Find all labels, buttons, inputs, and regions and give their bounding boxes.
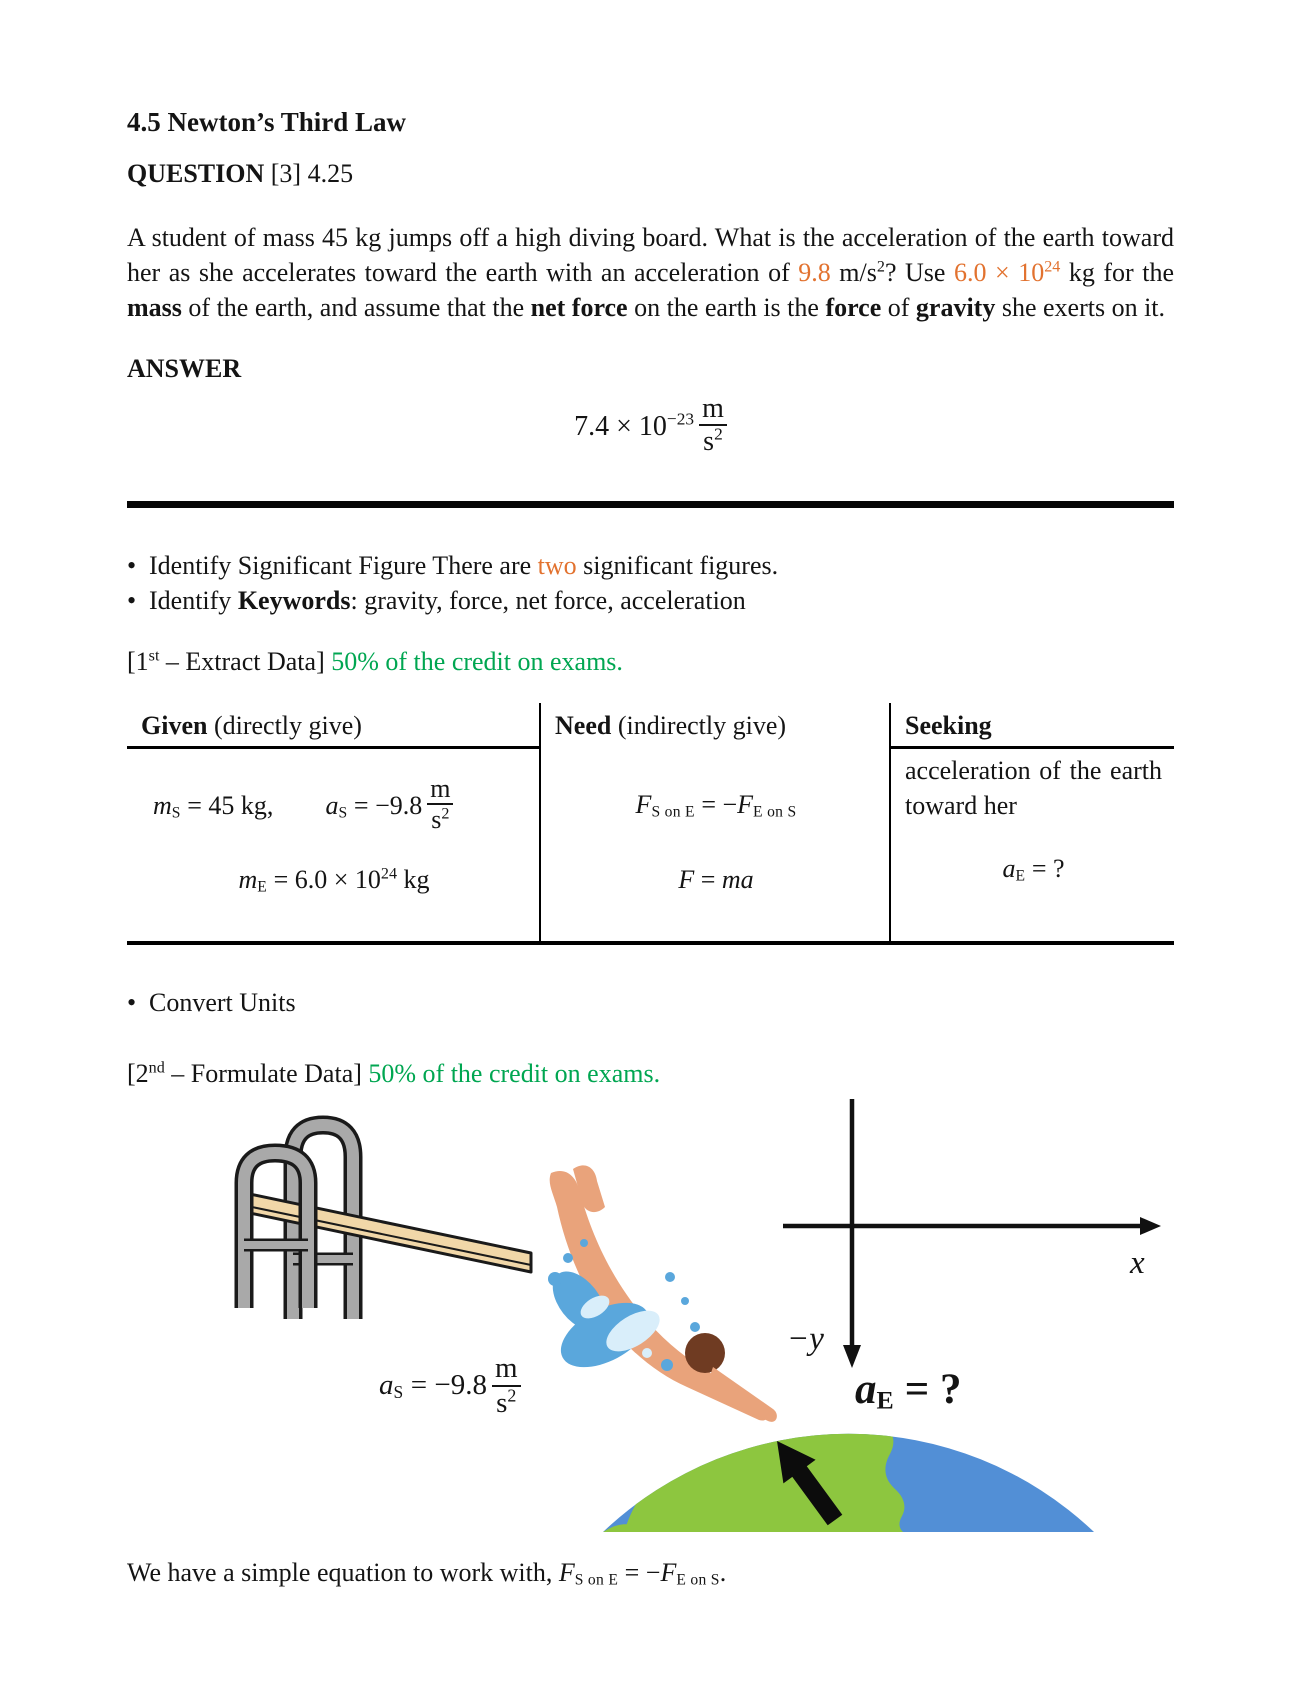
text-segment: 2 [876, 257, 885, 275]
math-sub: S [171, 804, 181, 822]
diving-diagram [127, 1095, 1174, 1543]
diver-head [685, 1333, 725, 1373]
text-segment: of [881, 292, 916, 322]
text-segment: 24 [1044, 257, 1061, 275]
math-var: m [238, 864, 258, 894]
table-cell-need [539, 749, 891, 941]
math-sub: E [257, 878, 268, 896]
section-title: 4.5 Newton’s Third Law [127, 107, 407, 137]
splash-droplet [681, 1297, 689, 1305]
math-var: m [153, 791, 172, 821]
fraction [427, 775, 453, 834]
fraction-numerator: m [427, 775, 453, 805]
equation-coefficient: 7.4 × 10 [574, 410, 667, 442]
math-sub: E on S [676, 1571, 720, 1589]
splash-droplet [665, 1272, 675, 1282]
table-header-need [539, 703, 891, 749]
math-var: F [678, 865, 695, 895]
math-sub: E [876, 1385, 895, 1415]
text-segment: [1 [127, 646, 149, 676]
text-segment: significant figures. [576, 550, 779, 580]
text-segment: force [825, 292, 882, 322]
data-table [127, 703, 1174, 945]
header-text: (directly give) [207, 710, 362, 740]
splash-droplet [548, 1272, 562, 1286]
text-segment: of the earth, and assume that the [181, 292, 531, 322]
math-sub: S on E [651, 803, 695, 821]
header-text: Seeking [905, 710, 992, 740]
seeking-text: acceleration of the earth toward her [905, 756, 1162, 821]
header-text: Given [141, 710, 208, 740]
math-sub: S on E [574, 1571, 619, 1589]
bullet-keywords [127, 583, 1174, 618]
credit-note: 50% of the credit on exams. [331, 646, 623, 676]
diver-arm [705, 1367, 777, 1422]
earth-acceleration-label [855, 1361, 962, 1419]
fraction-numerator: m [699, 394, 727, 426]
header-text: (indirectly give) [611, 710, 787, 740]
closing-sentence [127, 1555, 1174, 1590]
section-divider [127, 501, 1174, 508]
math-var: a [379, 1369, 394, 1402]
text-segment: Keywords [237, 585, 351, 615]
answer-label: ANSWER [127, 353, 242, 383]
math-sub: E on S [753, 803, 797, 821]
math-var: F [737, 790, 754, 820]
math-text: kg [397, 864, 430, 894]
splash-droplet [580, 1239, 588, 1247]
math-text: = − [618, 1558, 661, 1588]
math-var: F [558, 1558, 575, 1588]
splash-droplet [642, 1348, 652, 1358]
math-text: = 6.0 × 10 [267, 864, 381, 894]
text-segment: ? Use [884, 257, 954, 287]
text-segment: – Extract Data] [159, 646, 332, 676]
text-segment: – Formulate Data] [164, 1059, 369, 1089]
question-ref: [3] 4.25 [264, 159, 354, 189]
table-cell-given [127, 749, 539, 941]
fraction-denominator: $s^2$ [431, 805, 450, 835]
x-axis-label: x [1130, 1245, 1145, 1282]
math-text: = −9.8 [403, 1369, 487, 1402]
bullet-icon: • [127, 988, 137, 1018]
text-segment: m/s [830, 257, 877, 287]
third-law-equation [555, 787, 877, 822]
math-text: . [719, 1558, 727, 1588]
math-var: a [855, 1366, 877, 1414]
math-var: F [660, 1558, 677, 1588]
bullet-icon: • [127, 585, 137, 615]
text-segment: Convert Units [149, 988, 296, 1018]
text-segment: mass [127, 292, 182, 322]
math-text: = −9.8 [347, 791, 423, 821]
math-var: a [1002, 854, 1016, 884]
math-text: = ? [894, 1366, 962, 1414]
equation-exponent: −23 [666, 409, 695, 429]
math-text: = − [694, 790, 738, 820]
text-segment: A student of mass 45 kg jumps off a high diving board. What is the acceleration of the earth toward her as she accelerates toward the earth with an acceleration of [127, 222, 1174, 287]
table-cell-seeking [891, 749, 1174, 941]
earth-land [624, 1427, 904, 1532]
text-segment: Identify Significant Figure There are [149, 550, 538, 580]
splash-droplet [563, 1253, 573, 1263]
fraction [492, 1353, 521, 1418]
math-sub: S [393, 1382, 404, 1403]
text-segment: she exerts on it. [995, 292, 1166, 322]
step-1-extract-data [127, 644, 1174, 679]
answer-equation [127, 394, 1174, 457]
table-header-seeking [891, 703, 1174, 749]
math-var: F [635, 790, 652, 820]
fraction-denominator: $s^2$ [703, 424, 723, 458]
math-text: = ? [1025, 854, 1065, 884]
text-segment: st [148, 647, 160, 665]
math-sub: S [338, 804, 348, 822]
fraction [699, 394, 727, 457]
text-segment: : gravity, force, net force, acceleration [350, 585, 746, 615]
header-text: Need [555, 710, 612, 740]
splash-droplet [690, 1322, 700, 1332]
bullet-icon: • [127, 550, 137, 580]
seeking-unknown [905, 851, 1162, 886]
math-sub: E [1015, 867, 1026, 885]
text-segment: net force [530, 292, 628, 322]
credit-note: 50% of the credit on exams. [368, 1059, 661, 1089]
text-segment: kg for the [1060, 257, 1174, 287]
diagram-canvas [127, 1095, 1174, 1543]
math-var: a [325, 791, 339, 821]
negative-y-axis-label: −y [787, 1321, 824, 1358]
table-header-given [127, 703, 539, 749]
text-segment: gravity [915, 292, 996, 322]
text-segment: on the earth is the [627, 292, 826, 322]
text-segment: [2 [127, 1059, 149, 1089]
splash-droplet [661, 1359, 673, 1371]
math-sup: 24 [380, 865, 398, 882]
text-segment: Identify [149, 585, 238, 615]
math-var: ma [721, 865, 754, 895]
math-text: = [694, 865, 722, 895]
question-label: QUESTION [127, 159, 265, 189]
fraction-denominator: $s^2$ [496, 1385, 517, 1419]
step-2-formulate-data [127, 1056, 1174, 1091]
bullet-convert-units [127, 985, 1174, 1020]
x-axis-arrowhead [1140, 1217, 1161, 1235]
bullet-significant-figures [127, 548, 1174, 583]
math-text: = 45 kg, [180, 791, 274, 821]
text-segment: We have a simple equation to work with, [127, 1558, 559, 1588]
text-segment: nd [148, 1059, 165, 1077]
text-segment: 9.8 [798, 257, 831, 287]
text-segment: 6.0 × 10 [953, 257, 1045, 287]
given-values-line1 [141, 775, 527, 834]
question-heading [127, 156, 1174, 191]
student-acceleration-label [379, 1353, 521, 1418]
given-values-line2 [141, 862, 527, 897]
question-paragraph [127, 220, 1174, 325]
fraction-numerator: m [492, 1353, 521, 1386]
newton-second-law-equation [555, 862, 877, 897]
text-segment: two [537, 550, 577, 580]
